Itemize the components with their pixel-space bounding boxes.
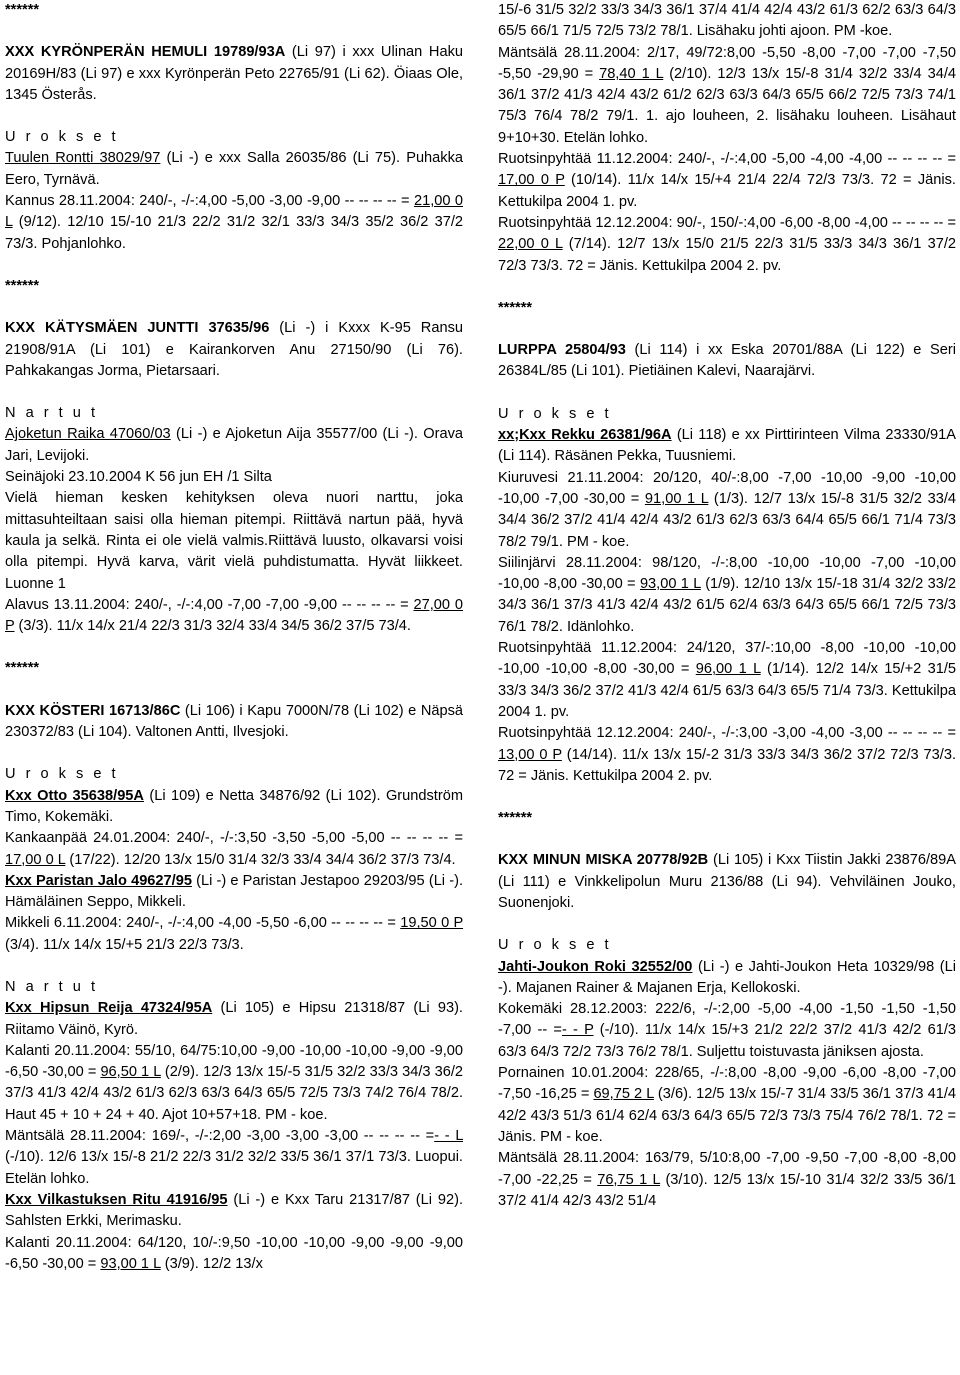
offspring-name: Kxx Paristan Jalo 49627/95 (5, 872, 192, 889)
spacer (5, 680, 463, 701)
offspring-entry (5, 1190, 463, 1233)
trial-result (498, 999, 956, 1063)
result-location-scores: Kokemäki 28.12.2003: 222/6, -/-:2,00 -5,00 -4,00 -1,50 -1,50 -1,50 -7,00 -- = (498, 1001, 956, 1039)
result-total: 22,00 0 L (498, 236, 563, 253)
result-location-scores: Ruotsinpyhtää 11.12.2004: 240/-, -/-:4,00 -5,00 -4,00 -4,00 -- -- -- -- = (498, 151, 956, 168)
result-details: (3/10). 12/5 13/x 15/-10 31/4 32/2 33/5 36/1 37/2 41/4 42/3 43/2 51/4 (498, 1171, 956, 1209)
offspring-entry (5, 871, 463, 914)
result-location-scores: Mikkeli 6.11.2004: 240/-, -/-:4,00 -4,00 -5,50 -6,00 -- -- -- -- = (5, 915, 401, 932)
stars-text: ****** (498, 299, 533, 316)
result-details: (10/14). 11/x 14/x 15/+4 21/4 22/4 72/3 73/3. 72 = Jänis. Kettukilpa 2004 1. pv. (498, 172, 956, 210)
spacer (5, 637, 463, 658)
result-total: - - P (561, 1022, 594, 1039)
offspring-details: (Li 109) e Netta 34876/92 (Li 102). Grundström Timo, Kokemäki. (5, 787, 463, 825)
section-heading (498, 935, 956, 956)
result-details: (-/10). 12/6 13/x 15/-8 21/2 22/3 31/2 32/2 33/5 36/1 37/1 73/3. Luopui. Etelän lohko. (5, 1149, 463, 1187)
spacer (5, 297, 463, 318)
right-column (498, 0, 956, 1212)
result-total: 69,75 2 L (593, 1086, 654, 1103)
result-location-scores: Alavus 13.11.2004: 240/-, -/-:4,00 -7,00 -7,00 -9,00 -- -- -- -- = (5, 596, 414, 613)
offspring-details: (Li 105) e Hipsu 21318/87 (Li 93). Riitamo Väinö, Kyrö. (5, 1000, 463, 1038)
dog-pedigree: (Li 97) i xxx Ulinan Haku 20169H/83 (Li 97) e xxx Kyrönperän Peto 22765/91 (Li 62). Öiaas Ole, 1345 Österås. (5, 44, 463, 103)
spacer (5, 956, 463, 977)
offspring-entry (5, 786, 463, 829)
result-location-scores: Kannus 28.11.2004: 240/-, -/-:4,00 -5,00 -3,00 -9,00 -- -- -- -- = (5, 193, 414, 210)
result-location-scores: Mäntsälä 28.11.2004: 2/17, 49/72:8,00 -5,50 -8,00 -7,00 -7,00 -7,50 -5,50 -29,90 = (498, 44, 956, 82)
dog-entry-header (498, 340, 956, 383)
spacer (5, 382, 463, 403)
result-total: 91,00 1 L (644, 490, 709, 507)
result-location-scores: Ruotsinpyhtää 12.12.2004: 240/-, -/-:3,00 -3,00 -4,00 -3,00 -- -- -- -- = (498, 725, 956, 742)
trial-result (5, 1233, 463, 1276)
stars-text: ****** (498, 810, 533, 827)
paragraph-text: Seinäjoki 23.10.2004 K 56 jun EH /1 Silta (5, 469, 272, 486)
result-total: 17,00 0 P (498, 172, 565, 189)
result-details: (2/10). 12/3 13/x 15/-8 31/4 32/2 33/4 34/4 36/1 37/2 41/3 42/4 43/2 61/2 62/3 63/3 64/3 65/5 66/2 72/5 73/3 74/1 75/3 76/4 78/2 79/1. 1. ajo louheen, 2. lisähaku louheen. Lisähaut 9+10+30. Etelän lohko. (498, 65, 957, 146)
result-location-scores: Ruotsinpyhtää 12.12.2004: 90/-, 150/-:4,00 -6,00 -8,00 -4,00 -- -- -- -- = (498, 214, 956, 231)
dog-name: KXX KÄTYSMÄEN JUNTTI 37635/96 (5, 320, 270, 337)
section-label: U r o k s e t (5, 129, 119, 146)
offspring-entry (5, 148, 463, 191)
stars-text: ****** (5, 2, 40, 18)
separator-stars (5, 276, 463, 297)
spacer (498, 787, 956, 808)
trial-result (498, 1148, 956, 1212)
result-details: (3/4). 11/x 14/x 15/+5 21/3 22/3 73/3. (5, 936, 244, 953)
result-details: (9/12). 12/10 15/-10 21/3 22/2 31/2 32/1 33/3 34/3 35/2 36/2 37/2 73/3. Pohjanlohko. (5, 214, 463, 252)
spacer (5, 255, 463, 276)
trial-result (498, 43, 956, 149)
result-total: 19,50 0 P (400, 915, 464, 932)
result-total: 76,75 1 L (597, 1171, 661, 1188)
dog-name: KXX MINUN MISKA 20778/92B (498, 852, 709, 869)
offspring-details: (Li 118) e xx Pirttirinteen Vilma 23330/91A (Li 114). Räsänen Pekka, Tuusniemi. (498, 427, 957, 465)
result-location-scores: Pornainen 10.01.2004: 228/65, -/-:8,00 -8,00 -9,00 -6,00 -8,00 -7,00 -7,50 -16,25 = (498, 1065, 956, 1103)
result-total: 96,50 1 L (100, 1064, 161, 1081)
offspring-entry (5, 424, 463, 467)
text-paragraph (498, 0, 956, 43)
offspring-details: (Li -) e Kxx Taru 21317/87 (Li 92). Sahlsten Erkki, Merimasku. (5, 1191, 464, 1230)
paragraph-text: 15/-6 31/5 32/2 33/3 34/3 36/1 37/4 41/4 42/4 43/2 61/3 62/2 63/3 64/3 65/5 66/1 71/5 72/5 73/2 78/1. Lisähaku johti ajoon. PM -koe. (498, 2, 956, 40)
trial-result (5, 913, 463, 956)
offspring-name: xx;Kxx Rekku 26381/96A (498, 427, 672, 444)
result-details: (17/22). 12/20 13/x 15/0 31/4 32/3 33/4 34/4 36/2 37/3 73/4. (65, 851, 456, 868)
trial-result (498, 213, 956, 277)
result-details: (1/9). 12/10 13/x 15/-18 31/4 32/2 33/2 34/3 36/1 37/3 41/3 42/4 43/2 61/5 62/4 63/3 64/3 65/5 66/1 72/5 73/3 76/1 78/2. Idänlohko. (498, 576, 957, 635)
spacer (498, 277, 956, 298)
dog-entry-header (5, 42, 463, 106)
section-label: U r o k s e t (498, 405, 612, 422)
trial-result (5, 191, 463, 255)
section-heading (498, 404, 956, 425)
offspring-details: (Li -) e Paristan Jestapoo 29203/95 (Li -). Hämäläinen Seppo, Mikkeli. (5, 872, 463, 911)
offspring-details: (Li -) e xxx Salla 26035/86 (Li 75). Puhakka Eero, Tyrnävä. (5, 150, 464, 188)
left-column (5, 0, 463, 1275)
text-paragraph (5, 488, 463, 594)
result-total: 21,00 0 L (5, 193, 463, 231)
result-total: 17,00 0 L (5, 851, 66, 868)
result-total: 93,00 1 L (100, 1255, 161, 1272)
result-details: (3/6). 12/5 13/x 15/-7 31/4 33/5 36/1 37/3 41/4 42/2 43/3 51/3 61/4 62/4 63/3 64/3 65/5 72/3 73/3 75/4 76/2 78/1. 72 = Jänis. PM - koe. (498, 1086, 956, 1145)
section-label: N a r t u t (5, 978, 99, 995)
result-details: (3/9). 12/2 13/x (160, 1255, 263, 1272)
section-heading (5, 977, 463, 998)
dog-pedigree: (Li 106) i Kapu 7000N/78 (Li 102) e Näpsä 230372/83 (Li 104). Valtonen Antti, Ilvesjoki. (5, 702, 463, 741)
trial-result (498, 638, 956, 723)
trial-result (498, 1063, 956, 1148)
section-heading (5, 403, 463, 424)
offspring-entry (498, 425, 956, 468)
offspring-entry (5, 998, 463, 1041)
offspring-name: Ajoketun Raika 47060/03 (5, 426, 171, 443)
result-details: (14/14). 11/x 13/x 15/-2 31/3 33/3 34/3 36/2 37/2 72/3 73/3. 72 = Jänis. Kettukilpa 2004 2. pv. (498, 746, 956, 784)
result-total: 27,00 0 P (5, 596, 463, 635)
separator-stars (498, 808, 956, 829)
result-total: 13,00 0 P (498, 746, 562, 763)
offspring-name: Kxx Vilkastuksen Ritu 41916/95 (5, 1191, 228, 1208)
result-location-scores: Kalanti 20.11.2004: 64/120, 10/-:9,50 -10,00 -10,00 -9,00 -9,00 -9,00 -6,50 -30,00 = (5, 1234, 463, 1272)
spacer (5, 21, 463, 42)
trial-result (5, 828, 463, 871)
paragraph-text: Vielä hieman kesken kehityksen oleva nuori narttu, joka mittasuhteiltaan saisi olla hieman pitempi. Riittävä nartun pää, hyvä kaula ja selkä. Rinta ei ole vielä valmis.Riittävä luusto, olkavarsi voisi olla pitempi. Hyvä karva, värit vielä puhdistumatta. Hyvät liikkeet. Luonne 1 (5, 490, 463, 592)
spacer (5, 743, 463, 764)
result-details: (-/10). 11/x 14/x 15/+3 21/2 22/2 37/2 41/3 42/2 61/3 63/3 64/3 72/2 73/3 76/2 78/1. Suljettu toistuvasta jäniksen ajosta. (498, 1022, 956, 1060)
dog-pedigree: (Li 105) i Kxx Tiistin Jakki 23876/89A (Li 111) e Vinkkelipolun Muru 2136/88 (Li 94). Vehviläinen Jouko, Suonenjoki. (498, 852, 957, 911)
offspring-entry (498, 957, 956, 1000)
offspring-details: (Li -) e Jahti-Joukon Heta 10329/98 (Li -). Majanen Rainer & Majanen Erja, Kellokoski. (498, 958, 956, 996)
dog-entry-header (5, 318, 463, 382)
trial-result (5, 595, 463, 638)
trial-result (498, 149, 956, 213)
result-total: 78,40 1 L (599, 65, 664, 82)
offspring-name: Jahti-Joukon Roki 32552/00 (498, 958, 693, 975)
result-details: (1/14). 12/2 14/x 15/+2 31/5 33/3 34/3 36/2 37/2 41/3 42/4 61/5 63/3 64/3 65/5 71/4 73/3. Kettukilpa 2004 1. pv. (498, 661, 956, 720)
result-total: - - L (434, 1128, 463, 1145)
trial-result (498, 468, 956, 553)
result-details: (1/3). 12/7 13/x 15/-8 31/5 32/2 33/4 34/4 36/2 37/2 41/4 42/4 43/2 61/3 62/3 63/3 64/4 65/5 66/1 71/4 73/3 78/2 79/1. PM - koe. (498, 490, 957, 550)
result-location-scores: Kankaanpää 24.01.2004: 240/-, -/-:3,50 -3,50 -5,00 -5,00 -- -- -- -- = (5, 830, 463, 847)
trial-result (5, 1041, 463, 1126)
section-heading (5, 127, 463, 148)
result-location-scores: Ruotsinpyhtää 11.12.2004: 24/120, 37/-:10,00 -8,00 -10,00 -10,00 -10,00 -10,00 -8,00 -30,00 = (498, 640, 956, 678)
result-location-scores: Siilinjärvi 28.11.2004: 98/120, -/-:8,00 -10,00 -10,00 -7,00 -10,00 -10,00 -8,00 -30,00 = (498, 554, 956, 593)
stars-text: ****** (5, 277, 40, 294)
result-details: (3/3). 11/x 14/x 21/4 22/3 31/3 32/4 33/4 34/5 36/2 37/5 73/4. (14, 618, 411, 635)
result-details: (2/9). 12/3 13/x 15/-5 31/5 32/2 33/3 34/3 36/2 37/3 41/3 42/4 43/2 61/3 62/3 63/3 64/3 65/5 72/5 73/3 74/2 76/4 78/2. Haut 45 + 10 + 24 + 40. Ajot 10+57+18. PM - koe. (5, 1064, 463, 1123)
spacer (498, 383, 956, 404)
offspring-name: Tuulen Rontti 38029/97 (5, 150, 161, 167)
separator-stars (5, 658, 463, 679)
section-label: N a r t u t (5, 405, 99, 422)
offspring-name: Kxx Hipsun Reija 47324/95A (5, 1000, 213, 1017)
trial-result (5, 1126, 463, 1190)
text-paragraph (5, 467, 463, 488)
offspring-name: Kxx Otto 35638/95A (5, 787, 144, 804)
dog-name: KXX KÖSTERI 16713/86C (5, 702, 181, 719)
dog-name: LURPPA 25804/93 (498, 342, 626, 359)
dog-pedigree: (Li -) i Kxxx K-95 Ransu 21908/91A (Li 101) e Kairankorven Anu 27150/90 (Li 76). Pahkakangas Jorma, Pietarsaari. (5, 320, 463, 379)
spacer (498, 319, 956, 340)
section-heading (5, 764, 463, 785)
separator-stars (5, 0, 463, 21)
separator-stars (498, 298, 956, 319)
dog-name: XXX KYRÖNPERÄN HEMULI 19789/93A (5, 44, 286, 61)
stars-text: ****** (5, 660, 40, 677)
trial-result (498, 723, 956, 787)
dog-pedigree: (Li 114) i xx Eska 20701/88A (Li 122) e Seri 26384L/85 (Li 101). Pietiäinen Kalevi, Naarajärvi. (498, 342, 956, 380)
result-location-scores: Kalanti 20.11.2004: 55/10, 64/75:10,00 -9,00 -10,00 -10,00 -9,00 -9,00 -6,50 -30,00 = (5, 1042, 463, 1081)
result-details: (7/14). 12/7 13/x 15/0 21/5 22/3 31/5 33/3 34/3 36/1 37/2 72/3 73/3. 72 = Jänis. Kettukilpa 2004 2. pv. (498, 236, 956, 274)
dog-entry-header (498, 850, 956, 914)
result-total: 93,00 1 L (639, 576, 701, 593)
result-total: 96,00 1 L (695, 661, 761, 678)
dog-entry-header (5, 701, 463, 744)
trial-result (498, 553, 956, 638)
spacer (5, 106, 463, 127)
result-location-scores: Kiuruvesi 21.11.2004: 20/120, 40/-:8,00 -7,00 -10,00 -9,00 -10,00 -10,00 -7,00 -30,00 = (498, 469, 956, 507)
result-location-scores: Mäntsälä 28.11.2004: 169/-, -/-:2,00 -3,00 -3,00 -3,00 -- -- -- -- = (5, 1128, 435, 1145)
section-label: U r o k s e t (498, 937, 612, 954)
spacer (498, 829, 956, 850)
result-location-scores: Mäntsälä 28.11.2004: 163/79, 5/10:8,00 -7,00 -9,50 -7,00 -8,00 -8,00 -7,00 -22,25 = (498, 1150, 956, 1188)
section-label: U r o k s e t (5, 766, 119, 783)
offspring-details: (Li -) e Ajoketun Aija 35577/00 (Li -). Orava Jari, Levijoki. (5, 426, 463, 464)
spacer (498, 914, 956, 935)
